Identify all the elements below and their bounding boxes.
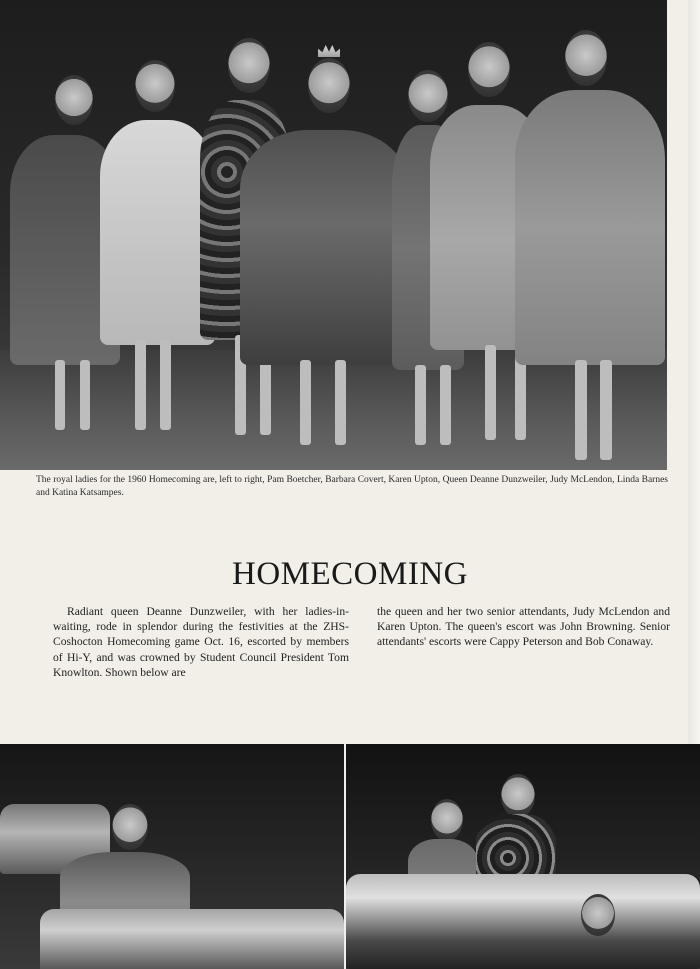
body-text-right: the queen and her two senior attendants, Judy McLendon and Karen Upton. The queen's escort was John Browning. Senior attendants' escorts were Cappy Peterson and Bob Conaway. [377,605,670,649]
queen-car-photo [0,744,344,969]
stage-floor [0,350,667,470]
convertible-car [40,909,344,969]
body-text-left: Radiant queen Deanne Dunzweiler, with her ladies-in-waiting, rode in splendor during the festivities at the ZHS-Coshocton Homecoming game Oct. 16, escorted by members of Hi-Y, and was crowned by Student Council President Tom Knowlton. Shown below are [53,605,349,679]
page-title: HOMECOMING [232,556,468,592]
photo-caption: The royal ladies for the 1960 Homecoming are, left to right, Pam Boetcher, Barbara Covert, Karen Upton, Queen Deanne Dunzweiler, Judy McLendon, Linda Barnes and Katina Katsampes. [36,475,668,498]
homecoming-court-photo [0,0,667,470]
convertible-car [346,874,700,969]
crown-icon [318,45,340,57]
attendants-car-photo [346,744,700,969]
